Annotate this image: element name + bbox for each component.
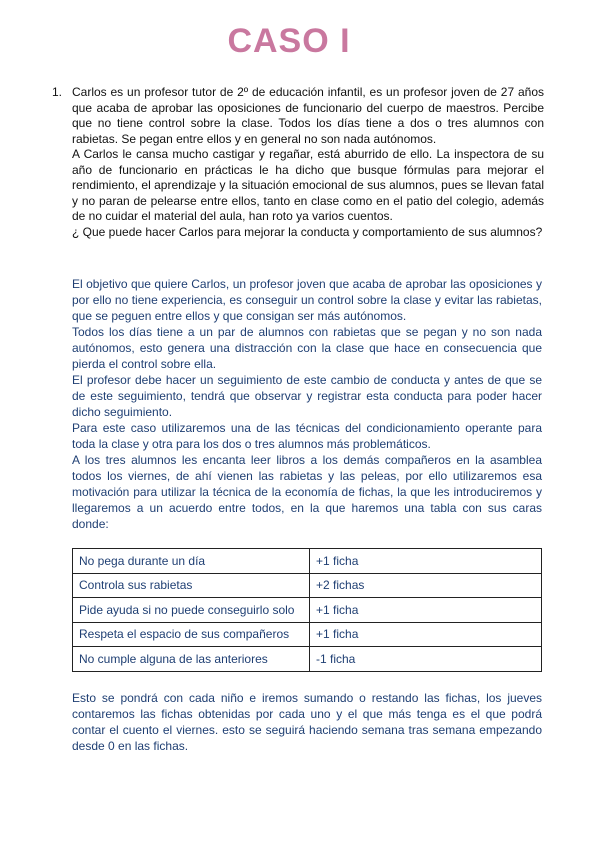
behavior-cell: No pega durante un día [73, 549, 310, 574]
question-body [72, 85, 544, 240]
token-economy-table [72, 548, 542, 672]
behavior-cell: Pide ayuda si no puede conseguirlo solo [73, 598, 310, 623]
reward-cell: +1 ficha [310, 622, 542, 647]
behavior-cell: Respeta el espacio de sus compañeros [73, 622, 310, 647]
table-row [73, 573, 542, 598]
answer-paragraph: A los tres alumnos les encanta leer libros a los demás compañeros en la asamblea todos los viernes, de ahí vienen las rabietas y las peleas, por ello utilizaremos esa motivación para utilizar la técnica de la economía de fichas, la que les introduciremos y llegaremos a un acuerdo entre todos, en la que haremos una tabla con sus caras donde: [72, 453, 542, 531]
question-prompt: ¿ Que puede hacer Carlos para mejorar la conducta y comportamiento de sus alumnos? [72, 224, 543, 239]
reward-cell: +1 ficha [310, 549, 542, 574]
page-title: CASO I [227, 22, 351, 60]
question-paragraph: Carlos es un profesor tutor de 2º de educación infantil, es un profesor joven de 27 años que acaba de aprobar las oposiciones de funcionario del cuerpo de maestros. Percibe que no tiene control sobre la clase. Todos los días tiene a dos o tres alumnos con rabietas. Se pegan entre ellos y en general no son nada autónomos. [72, 85, 544, 146]
answer-paragraph: El profesor debe hacer un seguimiento de este cambio de conducta y antes de que se de este seguimiento, tendrá que observar y registrar esta conducta para poder hacer dicho seguimiento. [72, 373, 542, 419]
answer-block [72, 276, 542, 532]
reward-cell: +2 fichas [310, 573, 542, 598]
behavior-cell: Controla sus rabietas [73, 573, 310, 598]
answer-paragraph: Para este caso utilizaremos una de las técnicas del condicionamiento operante para toda la clase y otra para los dos o tres alumnos más problemáticos. [72, 421, 542, 451]
question-number: 1. [52, 85, 63, 99]
table-row [73, 549, 542, 574]
answer-paragraph: El objetivo que quiere Carlos, un profesor joven que acaba de aprobar las oposiciones y por ello no tiene experiencia, es conseguir un control sobre la clase y evitar las rabietas, que se peguen entre ellos y que consigan ser más autónomos. [72, 277, 542, 323]
table-row [73, 598, 542, 623]
question-block [52, 85, 544, 240]
closing-paragraph: Esto se pondrá con cada niño e iremos sumando o restando las fichas, los jueves contaremos las fichas obtenidas por cada uno y el que más tenga es el que podrá contar el cuento el viernes. esto se seguirá haciendo semana tras semana empezando desde 0 en las fichas. [72, 691, 542, 753]
table-row [73, 622, 542, 647]
reward-cell: +1 ficha [310, 598, 542, 623]
behavior-cell: No cumple alguna de las anteriores [73, 647, 310, 672]
reward-cell: -1 ficha [310, 647, 542, 672]
answer-paragraph: Todos los días tiene a un par de alumnos con rabietas que se pegan y no son nada autónomos, esto genera una distracción con la clase que hace en consecuencia que pierda el control sobre ella. [72, 325, 542, 371]
closing-block [72, 690, 542, 754]
question-paragraph: A Carlos le cansa mucho castigar y regañar, está aburrido de ello. La inspectora de su año de funcionario en prácticas le ha dicho que busque fórmulas para mejorar el rendimiento, el aprendizaje y la situación emocional de sus alumnos, pues se llevan fatal y no paran de pelearse entre ellos, tanto en clase como en el patio del colegio, además de no cuidar el material del aula, han roto ya varios cuentos. [72, 147, 544, 223]
table-row [73, 647, 542, 672]
